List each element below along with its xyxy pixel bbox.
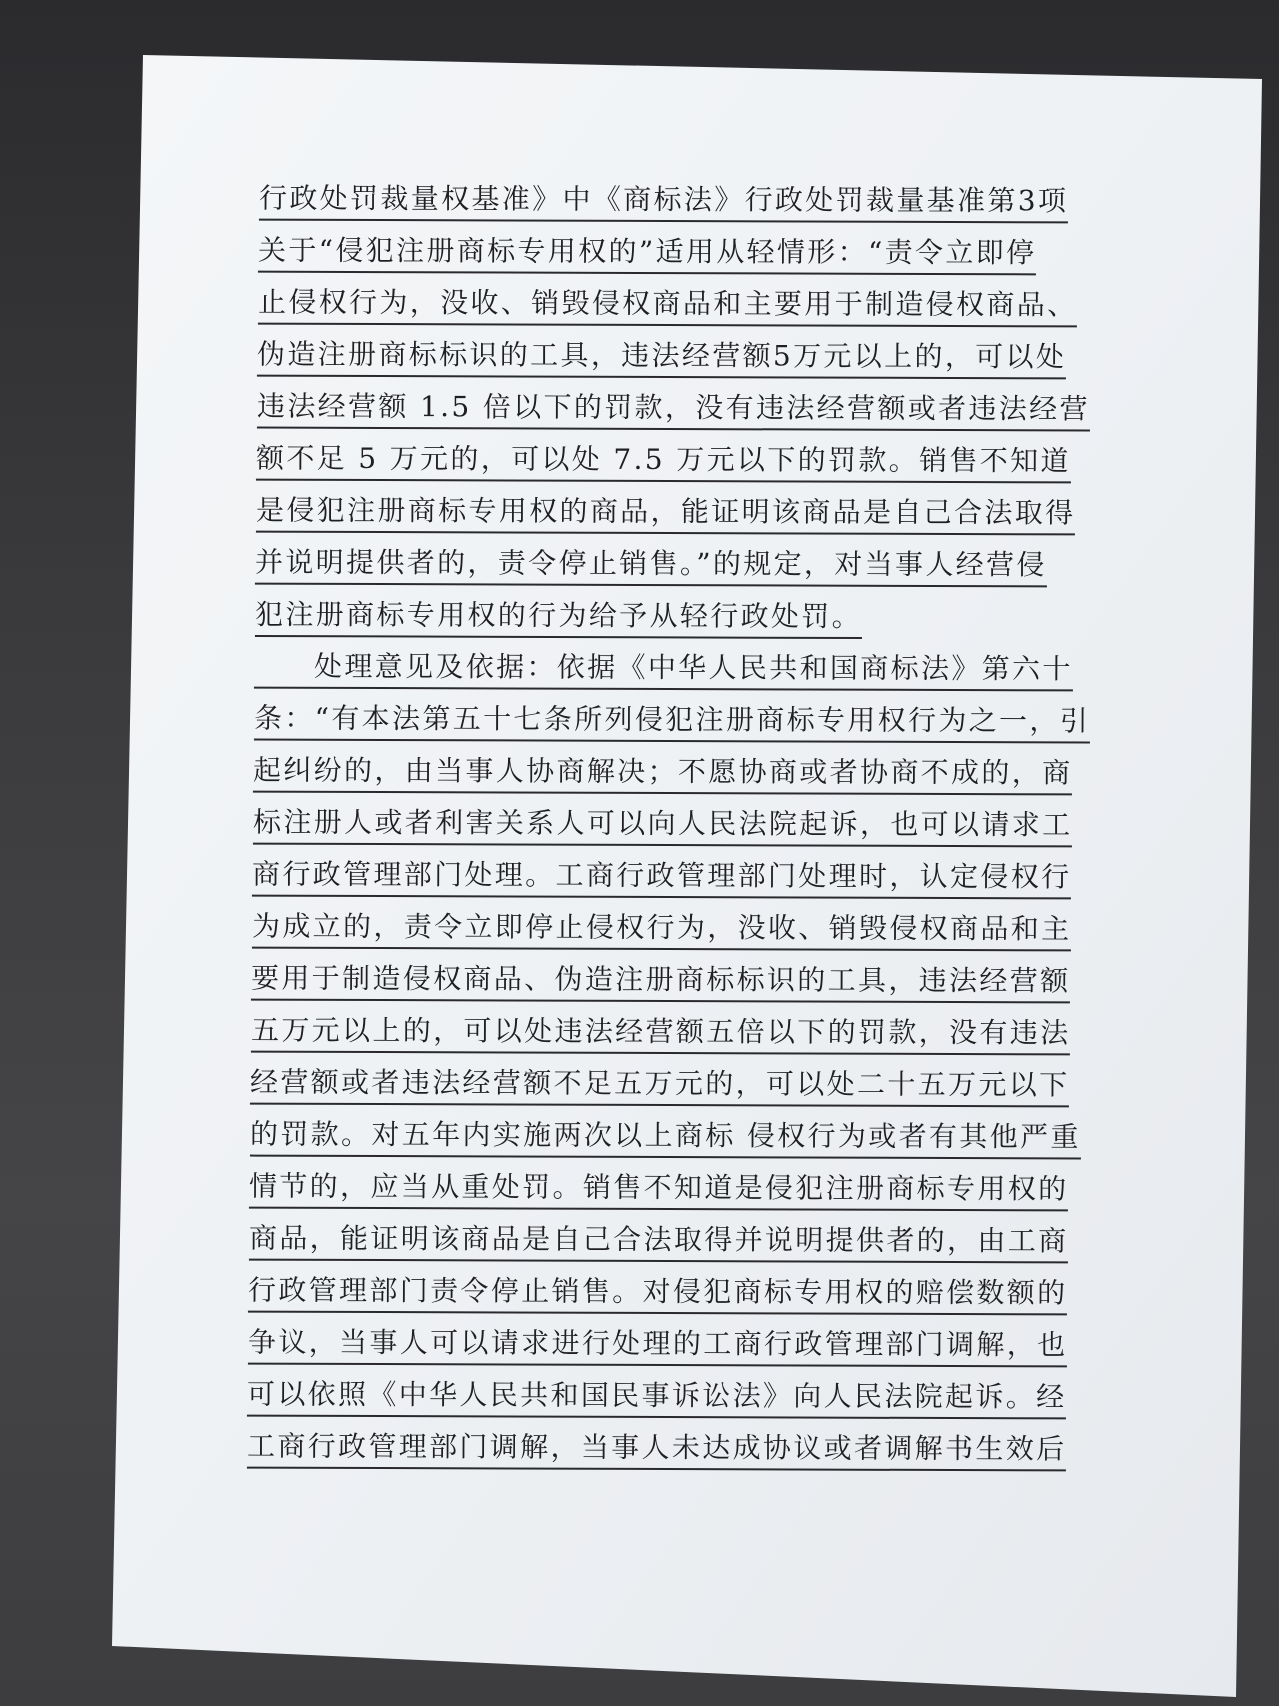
text-line: 争议，当事人可以请求进行处理的工商行政管理部门调解，也 bbox=[248, 1321, 1068, 1368]
text-line: 并说明提供者的，责令停止销售。”的规定，对当事人经营侵 bbox=[255, 541, 1047, 588]
text-line: 经营额或者违法经营额不足五万元的，可以处二十五万元以下 bbox=[250, 1061, 1070, 1108]
text-line: 关于“侵犯注册商标专用权的”适用从轻情形：“责令立即停 bbox=[258, 229, 1037, 276]
text-line: 标注册人或者利害关系人可以向人民法院起诉，也可以请求工 bbox=[253, 801, 1073, 848]
text-line: 行政处罚裁量权基准》中《商标法》行政处罚裁量基准第3项 bbox=[259, 177, 1068, 224]
text-line: 可以依照《中华人民共和国民事诉讼法》向人民法院起诉。经 bbox=[247, 1373, 1067, 1420]
text-line: 额不足 5 万元的，可以处 7.5 万元以下的罚款。销售不知道 bbox=[256, 437, 1071, 484]
text-line: 工商行政管理部门调解，当事人未达成协议或者调解书生效后 bbox=[247, 1425, 1067, 1472]
text-line: 犯注册商标专用权的行为给予从轻行政处罚。 bbox=[255, 593, 862, 639]
text-line: 是侵犯注册商标专用权的商品，能证明该商品是自己合法取得 bbox=[256, 489, 1076, 536]
text-line: 商品，能证明该商品是自己合法取得并说明提供者的，由工商 bbox=[249, 1217, 1069, 1264]
text-line: 起纠纷的，由当事人协商解决；不愿协商或者协商不成的，商 bbox=[253, 749, 1073, 796]
text-line: 条：“有本法第五十七条所列侵犯注册商标专用权行为之一，引 bbox=[254, 697, 1090, 744]
text-line: 商行政管理部门处理。工商行政管理部门处理时，认定侵权行 bbox=[252, 853, 1072, 900]
text-line: 处理意见及依据：依据《中华人民共和国商标法》第六十 bbox=[254, 645, 1073, 692]
text-line: 的罚款。对五年内实施两次以上商标 侵权行为或者有其他严重 bbox=[250, 1113, 1081, 1160]
text-line: 为成立的，责令立即停止侵权行为，没收、销毁侵权商品和主 bbox=[252, 905, 1072, 952]
text-line: 伪造注册商标标识的工具，违法经营额5万元以上的，可以处 bbox=[257, 333, 1066, 380]
text-line: 要用于制造侵权商品、伪造注册商标标识的工具，违法经营额 bbox=[251, 957, 1071, 1004]
text-line: 违法经营额 1.5 倍以下的罚款，没有违法经营额或者违法经营 bbox=[257, 385, 1090, 432]
text-line: 止侵权行为，没收、销毁侵权商品和主要用于制造侵权商品、 bbox=[258, 281, 1078, 328]
text-line: 行政管理部门责令停止销售。对侵犯商标专用权的赔偿数额的 bbox=[248, 1269, 1068, 1316]
text-line: 五万元以上的，可以处违法经营额五倍以下的罚款，没有违法 bbox=[251, 1009, 1071, 1056]
text-line: 情节的，应当从重处罚。销售不知道是侵犯注册商标专用权的 bbox=[249, 1165, 1069, 1212]
